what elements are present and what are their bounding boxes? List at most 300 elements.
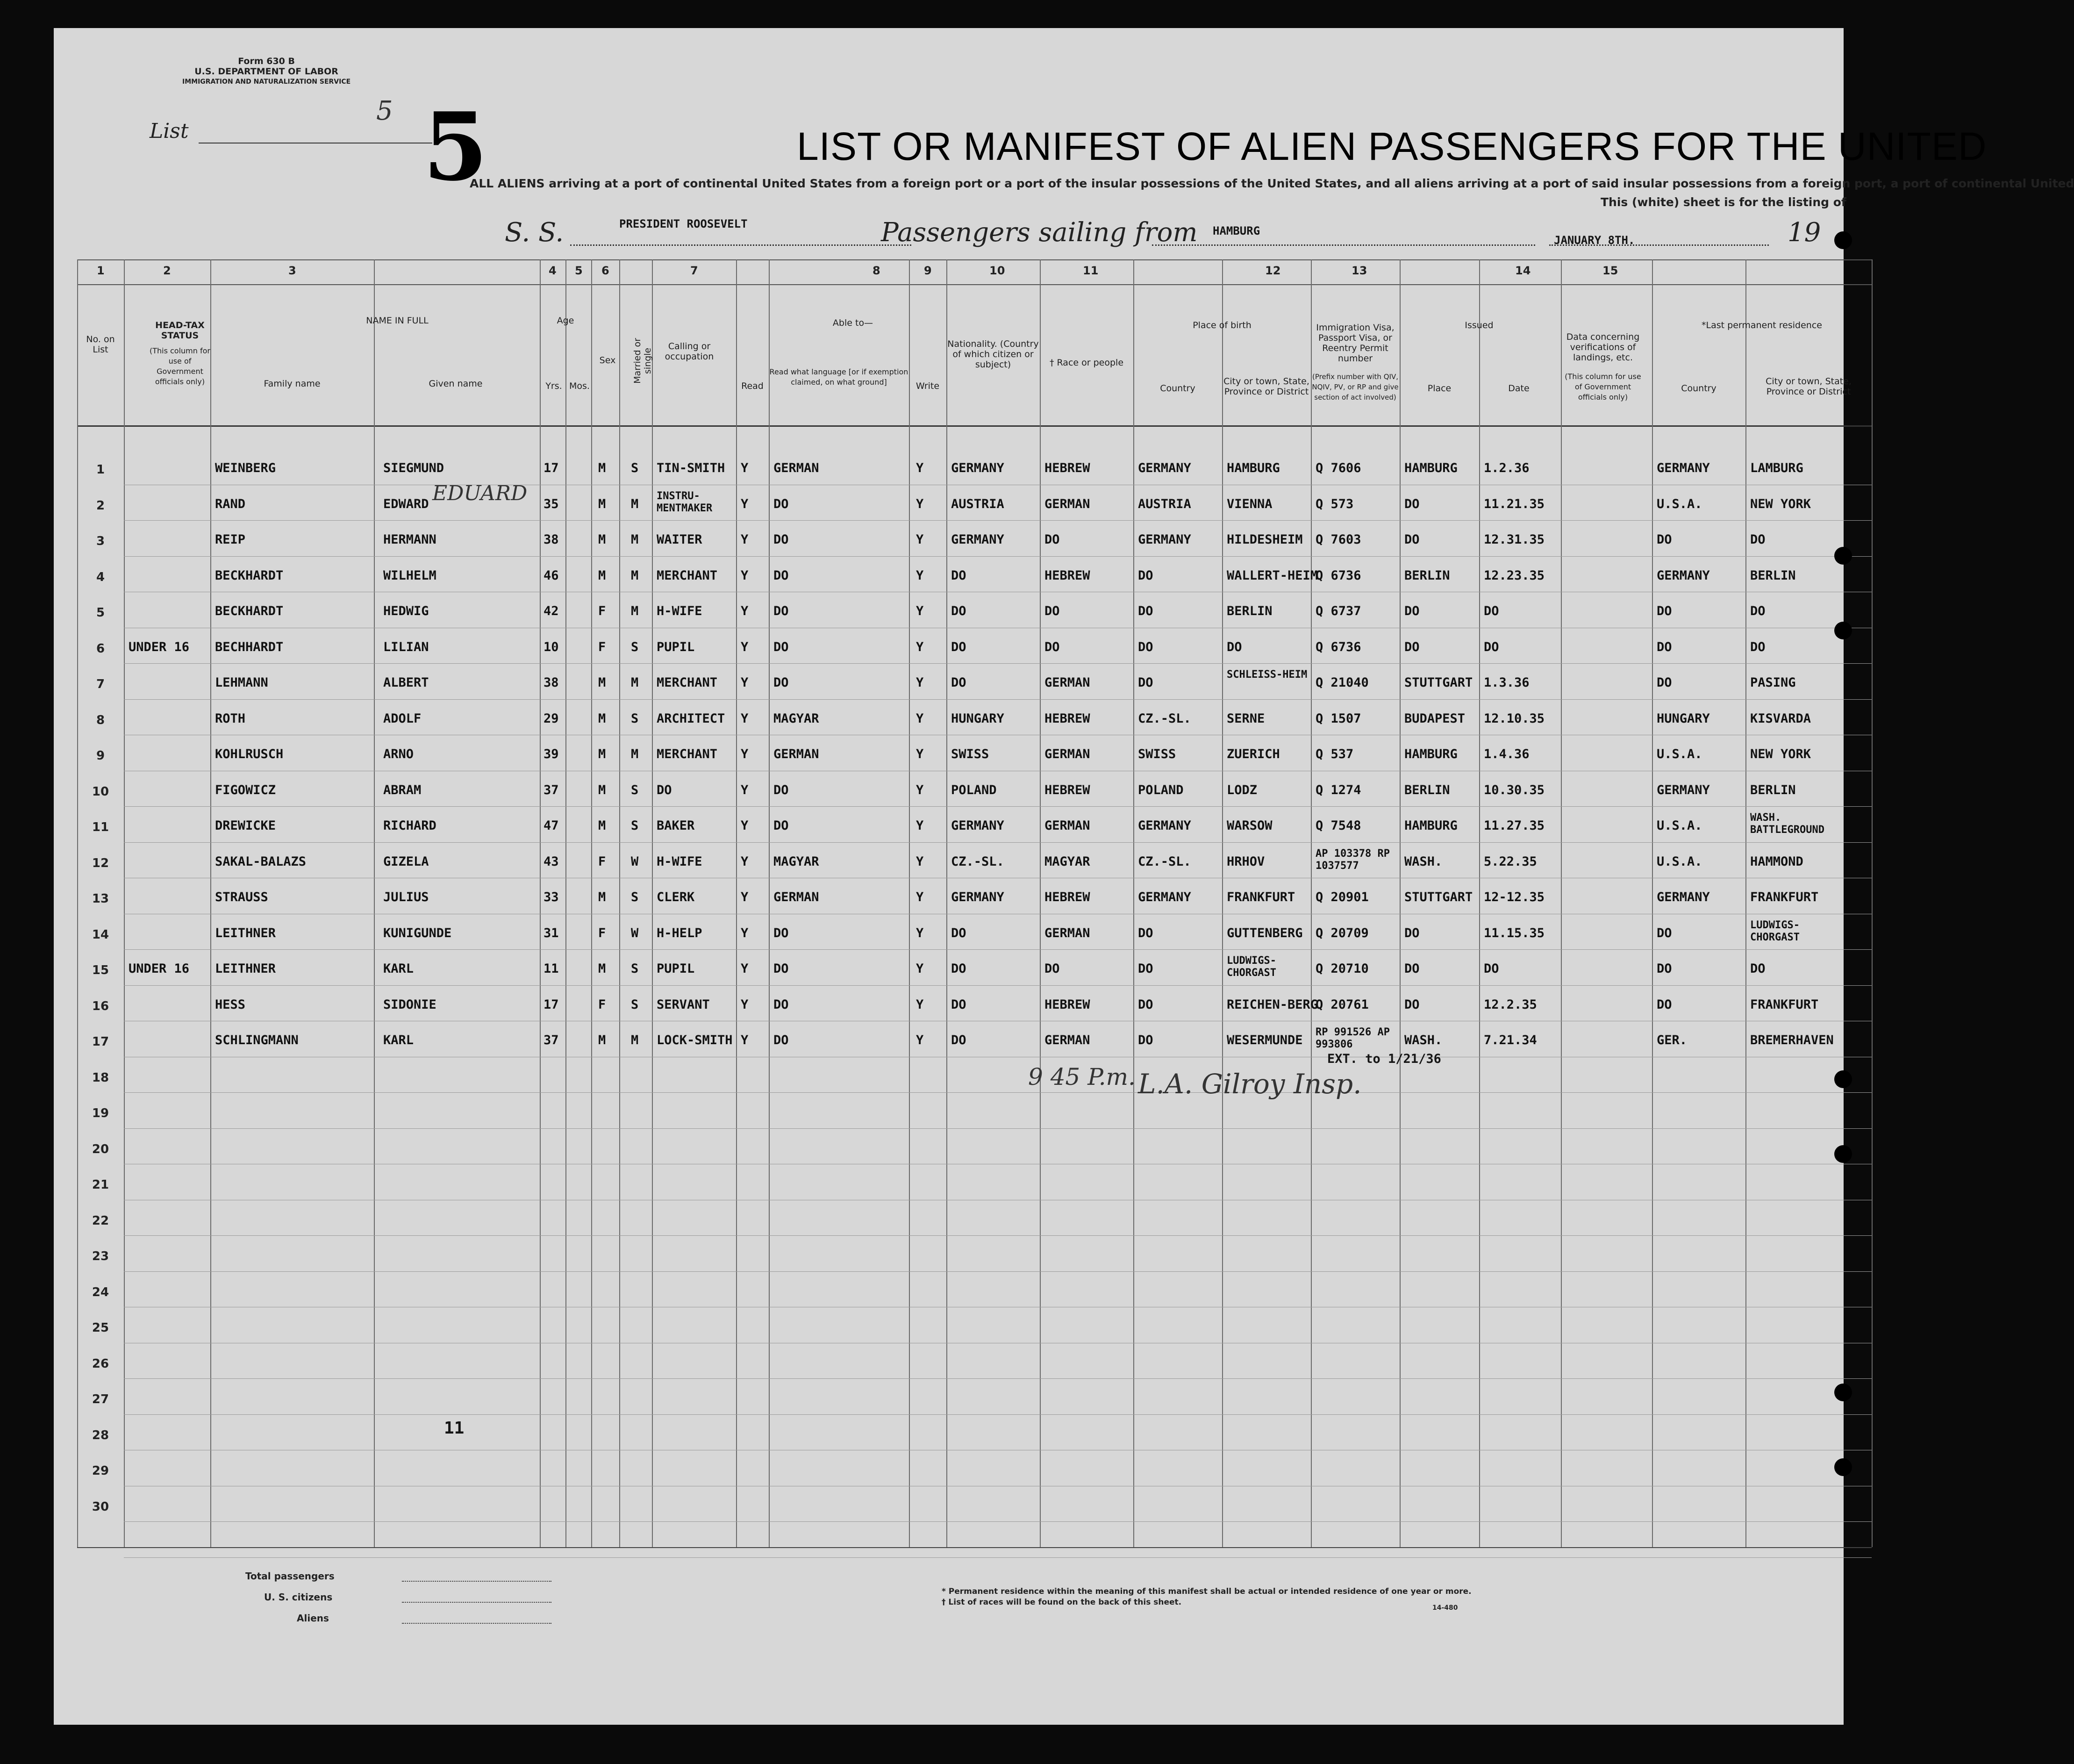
birth-country: CZ.-SL. <box>1138 711 1191 726</box>
read-language: DO <box>773 532 789 547</box>
sex: M <box>598 890 606 904</box>
race: DO <box>1044 532 1060 547</box>
age: 46 <box>544 568 559 583</box>
issued-date: 12.23.35 <box>1484 568 1545 583</box>
residence-country: DO <box>1657 639 1672 654</box>
given-name: ARNO <box>383 747 414 761</box>
list-number: 5 <box>423 92 488 202</box>
nationality: POLAND <box>951 782 997 797</box>
occupation: PUPIL <box>657 639 695 654</box>
issued-date: 5.22.35 <box>1484 854 1537 869</box>
nationality: AUSTRIA <box>951 496 1004 511</box>
birth-country: CZ.-SL. <box>1138 854 1191 869</box>
sex: M <box>598 711 606 726</box>
marital-status: S <box>631 890 639 904</box>
nationality: DO <box>951 639 966 654</box>
list-handwritten-number: 5 <box>376 96 393 126</box>
marital-status: M <box>631 532 639 547</box>
nationality: GERMANY <box>951 818 1004 833</box>
birth-city: DO <box>1227 639 1242 654</box>
header-last-residence: *Last permanent residence <box>1702 320 1822 330</box>
row-number: 20 <box>92 1142 109 1156</box>
age: 11 <box>544 961 559 976</box>
sex: M <box>598 818 606 833</box>
row-line <box>124 1128 1872 1129</box>
residence-country: DO <box>1657 675 1672 690</box>
family-name: RAND <box>215 496 246 511</box>
family-name: STRAUSS <box>215 890 268 904</box>
birth-city: HRHOV <box>1227 854 1265 869</box>
given-name: WILHELM <box>383 568 436 583</box>
visa-number: RP 991526 AP 993806 <box>1316 1026 1390 1050</box>
given-name: KARL <box>383 961 414 976</box>
column-line <box>909 259 910 1547</box>
row-line <box>124 663 1872 664</box>
issued-place: DO <box>1404 532 1420 547</box>
issued-date: DO <box>1484 639 1499 654</box>
nationality: CZ.-SL. <box>951 854 1004 869</box>
year-prefix: 19 <box>1788 217 1821 248</box>
column-number: 14 <box>1515 264 1531 277</box>
can-read: Y <box>741 532 749 547</box>
marital-status: S <box>631 818 639 833</box>
residence-city: PASING <box>1750 675 1796 690</box>
age: 38 <box>544 675 559 690</box>
header-issued: Issued <box>1465 320 1494 330</box>
marital-status: M <box>631 568 639 583</box>
manifest-subtitle: ALL ALIENS arriving at a port of continental United States from a foreign port or a port of the insular possessions of the United States, and all aliens arriving at a port of said insular possessions from a foreign port, a port of continental United <box>470 177 2074 190</box>
can-read: Y <box>741 604 749 618</box>
header-head-tax-note: (This column for use of Government officials only) <box>149 346 210 386</box>
birth-city: LUDWIGS-CHORGAST <box>1227 955 1276 979</box>
visa-number: Q 7548 <box>1316 818 1361 833</box>
issued-date: DO <box>1484 961 1499 976</box>
race: GERMAN <box>1044 1033 1090 1047</box>
marital-status: M <box>631 496 639 511</box>
header-visa: Immigration Visa, Passport Visa, or Reentry Permit number <box>1316 323 1395 364</box>
column-line <box>1745 259 1746 1547</box>
column-line <box>1479 259 1480 1547</box>
read-language: DO <box>773 568 789 583</box>
visa-number: Q 20709 <box>1316 925 1369 940</box>
issued-date: 12.10.35 <box>1484 711 1545 726</box>
column-number: 7 <box>690 264 698 277</box>
column-line <box>1400 259 1401 1547</box>
column-line <box>1652 259 1653 1547</box>
family-name: ROTH <box>215 711 246 726</box>
age: 17 <box>544 461 559 475</box>
race: HEBREW <box>1044 568 1090 583</box>
header-nationality: Nationality. (Country of which citizen or subject) <box>947 339 1039 370</box>
visa-number: Q 1274 <box>1316 782 1361 797</box>
age: 37 <box>544 1033 559 1047</box>
row-number: 29 <box>92 1464 109 1478</box>
read-language: DO <box>773 961 789 976</box>
can-write: Y <box>916 496 924 511</box>
read-language: DO <box>773 997 789 1012</box>
handwritten-signature: L.A. Gilroy Insp. <box>1138 1068 1362 1100</box>
header-race: † Race or people <box>1049 358 1124 368</box>
port-line <box>1152 217 1535 246</box>
birth-country: SWISS <box>1138 747 1176 761</box>
given-name: ALBERT <box>383 675 429 690</box>
column-line <box>540 259 541 1547</box>
row-line <box>124 1557 1872 1558</box>
given-name: SIDONIE <box>383 997 436 1012</box>
residence-country: DO <box>1657 961 1672 976</box>
race: GERMAN <box>1044 925 1090 940</box>
visa-number: Q 573 <box>1316 496 1354 511</box>
occupation: DO <box>657 782 672 797</box>
row-number: 21 <box>92 1178 109 1192</box>
row-line <box>124 556 1872 557</box>
header-res-country: Country <box>1681 383 1716 394</box>
issued-date: 11.15.35 <box>1484 925 1545 940</box>
row-line <box>124 949 1872 950</box>
issued-place: HAMBURG <box>1404 461 1458 475</box>
residence-city: NEW YORK <box>1750 747 1811 761</box>
column-line <box>736 259 737 1547</box>
sex: M <box>598 1033 606 1047</box>
header-mos: Mos. <box>569 381 590 391</box>
marital-status: M <box>631 604 639 618</box>
can-write: Y <box>916 890 924 904</box>
column-line <box>769 259 770 1547</box>
can-write: Y <box>916 604 924 618</box>
can-write: Y <box>916 818 924 833</box>
visa-number: Q 6737 <box>1316 604 1361 618</box>
nationality: DO <box>951 604 966 618</box>
row-number: 17 <box>92 1035 109 1049</box>
column-line <box>1222 259 1223 1547</box>
family-name: FIGOWICZ <box>215 782 276 797</box>
can-read: Y <box>741 461 749 475</box>
ship-label: S. S. <box>505 217 564 248</box>
issued-place: DO <box>1404 639 1420 654</box>
sex: M <box>598 961 606 976</box>
row-line <box>124 520 1872 521</box>
row-number: 8 <box>96 713 105 727</box>
race: HEBREW <box>1044 782 1090 797</box>
column-number: 6 <box>601 264 609 277</box>
marital-status: S <box>631 782 639 797</box>
row-number: 5 <box>96 606 105 620</box>
row-line <box>124 1235 1872 1236</box>
column-line <box>1040 259 1041 1547</box>
row-number: 22 <box>92 1213 109 1228</box>
issued-date: 7.21.34 <box>1484 1033 1537 1047</box>
column-line <box>374 259 375 1547</box>
nationality: DO <box>951 925 966 940</box>
given-name: ADOLF <box>383 711 422 726</box>
occupation: TIN-SMITH <box>657 461 725 475</box>
visa-number: Q 6736 <box>1316 568 1361 583</box>
row-number: 1 <box>96 463 105 477</box>
column-number: 3 <box>288 264 296 277</box>
age: 37 <box>544 782 559 797</box>
residence-country: U.S.A. <box>1657 854 1702 869</box>
read-language: GERMAN <box>773 461 819 475</box>
column-number: 8 <box>873 264 880 277</box>
column-line <box>1133 259 1134 1547</box>
birth-city: VIENNA <box>1227 496 1273 511</box>
race: MAGYAR <box>1044 854 1090 869</box>
binder-hole <box>1834 1145 1852 1163</box>
issued-date: 1.2.36 <box>1484 461 1530 475</box>
birth-city: SERNE <box>1227 711 1265 726</box>
residence-city: BREMERHAVEN <box>1750 1033 1834 1047</box>
column-line <box>210 259 211 1547</box>
header-verif: Data concerning verifications of landings, etc. <box>1566 332 1640 363</box>
can-write: Y <box>916 711 924 726</box>
total-count: 11 <box>444 1419 465 1438</box>
birth-country: DO <box>1138 639 1153 654</box>
race: GERMAN <box>1044 496 1090 511</box>
age: 17 <box>544 997 559 1012</box>
residence-city: BERLIN <box>1750 782 1796 797</box>
age: 33 <box>544 890 559 904</box>
sailing-date: JANUARY 8TH. <box>1554 234 1635 247</box>
given-name: JULIUS <box>383 890 429 904</box>
header-read-language: Read what language [or if exemption claimed, on what ground] <box>769 367 908 387</box>
sex: M <box>598 496 606 511</box>
binder-hole <box>1834 622 1852 639</box>
department: U.S. DEPARTMENT OF LABOR <box>194 66 338 77</box>
can-read: Y <box>741 675 749 690</box>
can-read: Y <box>741 890 749 904</box>
read-language: DO <box>773 925 789 940</box>
can-write: Y <box>916 461 924 475</box>
sex: F <box>598 925 606 940</box>
nationality: GERMANY <box>951 532 1004 547</box>
issued-place: STUTTGART <box>1404 890 1473 904</box>
issued-date: 12-12.35 <box>1484 890 1545 904</box>
row-number: 30 <box>92 1499 109 1514</box>
birth-city: LODZ <box>1227 782 1258 797</box>
visa-number: Q 6736 <box>1316 639 1361 654</box>
birth-city: BERLIN <box>1227 604 1273 618</box>
residence-country: U.S.A. <box>1657 747 1702 761</box>
row-line <box>124 1271 1872 1272</box>
birth-city: WARSOW <box>1227 818 1273 833</box>
binder-hole <box>1834 1458 1852 1476</box>
nationality: SWISS <box>951 747 989 761</box>
head-tax-status: UNDER 16 <box>129 639 190 654</box>
birth-city: HILDESHEIM <box>1227 532 1303 547</box>
birth-country: DO <box>1138 604 1153 618</box>
occupation: MERCHANT <box>657 675 718 690</box>
sex: M <box>598 782 606 797</box>
visa-number: Q 537 <box>1316 747 1354 761</box>
residence-city: DO <box>1750 604 1766 618</box>
header-name-in-full: NAME IN FULL <box>366 316 429 326</box>
family-name: WEINBERG <box>215 461 276 475</box>
column-number: 5 <box>575 264 583 277</box>
issued-place: BERLIN <box>1404 782 1450 797</box>
residence-country: U.S.A. <box>1657 496 1702 511</box>
nationality: HUNGARY <box>951 711 1004 726</box>
header-yrs: Yrs. <box>545 381 562 391</box>
column-number: 9 <box>924 264 932 277</box>
age: 38 <box>544 532 559 547</box>
marital-status: M <box>631 747 639 761</box>
read-language: DO <box>773 639 789 654</box>
can-write: Y <box>916 925 924 940</box>
residence-city: DO <box>1750 639 1766 654</box>
age: 43 <box>544 854 559 869</box>
occupation: H-HELP <box>657 925 702 940</box>
issued-place: DO <box>1404 925 1420 940</box>
header-able-to: Able to— <box>832 318 873 328</box>
nationality: DO <box>951 961 966 976</box>
given-name: SIEGMUND <box>383 461 444 475</box>
issued-date: 12.31.35 <box>1484 532 1545 547</box>
birth-country: DO <box>1138 961 1153 976</box>
race: DO <box>1044 961 1060 976</box>
birth-country: GERMANY <box>1138 818 1191 833</box>
header-city: City or town, State, Province or District <box>1223 376 1309 397</box>
given-name: ABRAM <box>383 782 422 797</box>
header-read: Read <box>741 381 764 391</box>
marital-status: S <box>631 639 639 654</box>
race: HEBREW <box>1044 711 1090 726</box>
row-number: 18 <box>92 1070 109 1085</box>
can-read: Y <box>741 1033 749 1047</box>
header-verif-note: (This column for use of Government officials only) <box>1565 372 1641 402</box>
header-res-city: City or town, State, Province or District <box>1766 376 1852 397</box>
residence-country: GERMANY <box>1657 568 1710 583</box>
occupation: PUPIL <box>657 961 695 976</box>
residence-country: HUNGARY <box>1657 711 1710 726</box>
marital-status: M <box>631 1033 639 1047</box>
row-number: 4 <box>96 570 105 584</box>
residence-country: GER. <box>1657 1033 1688 1047</box>
given-name: KARL <box>383 1033 414 1047</box>
header-married: Married or single <box>632 338 653 384</box>
residence-country: U.S.A. <box>1657 818 1702 833</box>
grid-header-bottom <box>77 425 1872 427</box>
race: DO <box>1044 639 1060 654</box>
age: 42 <box>544 604 559 618</box>
binder-hole <box>1834 1384 1852 1401</box>
visa-number: Q 7603 <box>1316 532 1361 547</box>
family-name: SAKAL-BALAZS <box>215 854 307 869</box>
sex: F <box>598 639 606 654</box>
can-write: Y <box>916 1033 924 1047</box>
visa-number: AP 103378 RP 1037577 <box>1316 847 1390 872</box>
list-label: List <box>150 119 189 143</box>
residence-city: FRANKFURT <box>1750 890 1819 904</box>
can-read: Y <box>741 782 749 797</box>
row-line <box>124 985 1872 986</box>
nationality: GERMANY <box>951 890 1004 904</box>
can-write: Y <box>916 639 924 654</box>
row-number: 11 <box>92 820 109 834</box>
nationality: DO <box>951 1033 966 1047</box>
row-number: 13 <box>92 892 109 906</box>
residence-country: DO <box>1657 604 1672 618</box>
race: GERMAN <box>1044 818 1090 833</box>
ship-name: PRESIDENT ROOSEVELT <box>619 217 748 230</box>
column-line <box>652 259 653 1547</box>
footer-aliens: Aliens <box>297 1613 329 1624</box>
row-number: 14 <box>92 927 109 942</box>
binder-hole <box>1834 547 1852 565</box>
can-read: Y <box>741 747 749 761</box>
header-calling: Calling or occupation <box>665 341 714 362</box>
can-write: Y <box>916 961 924 976</box>
form-code: 14-480 <box>1432 1604 1458 1612</box>
can-write: Y <box>916 782 924 797</box>
row-number: 24 <box>92 1285 109 1299</box>
marital-status: W <box>631 925 639 940</box>
can-write: Y <box>916 568 924 583</box>
birth-country: GERMANY <box>1138 461 1191 475</box>
race: HEBREW <box>1044 890 1090 904</box>
issued-place: DO <box>1404 604 1420 618</box>
residence-city: FRANKFURT <box>1750 997 1819 1012</box>
read-language: DO <box>773 1033 789 1047</box>
header-given-name: Given name <box>429 379 483 389</box>
sex: F <box>598 854 606 869</box>
age: 10 <box>544 639 559 654</box>
residence-country: DO <box>1657 532 1672 547</box>
row-line <box>124 1378 1872 1379</box>
issued-date: DO <box>1484 604 1499 618</box>
row-number: 3 <box>96 534 105 548</box>
given-name: KUNIGUNDE <box>383 925 452 940</box>
sex: M <box>598 532 606 547</box>
column-number: 15 <box>1602 264 1618 277</box>
column-line <box>124 259 125 1547</box>
row-number: 26 <box>92 1356 109 1371</box>
birth-city: HAMBURG <box>1227 461 1280 475</box>
column-number: 13 <box>1352 264 1367 277</box>
can-read: Y <box>741 997 749 1012</box>
issued-place: WASH. <box>1404 1033 1443 1047</box>
birth-city: REICHEN-BERG <box>1227 997 1318 1012</box>
residence-city: WASH. BATTLEGROUND <box>1750 812 1824 836</box>
read-language: MAGYAR <box>773 854 819 869</box>
column-line <box>1561 259 1562 1547</box>
nationality: DO <box>951 675 966 690</box>
column-number: 12 <box>1265 264 1281 277</box>
occupation: CLERK <box>657 890 695 904</box>
occupation: INSTRU-MENTMAKER <box>657 490 713 514</box>
grid-numbers-bottom <box>77 284 1872 285</box>
row-line <box>124 699 1872 700</box>
issued-place: STUTTGART <box>1404 675 1473 690</box>
read-language: DO <box>773 604 789 618</box>
can-write: Y <box>916 675 924 690</box>
residence-country: GERMANY <box>1657 782 1710 797</box>
residence-country: GERMANY <box>1657 890 1710 904</box>
age: 39 <box>544 747 559 761</box>
residence-city: DO <box>1750 961 1766 976</box>
given-name: HEDWIG <box>383 604 429 618</box>
issued-date: 1.3.36 <box>1484 675 1530 690</box>
read-language: GERMAN <box>773 890 819 904</box>
sex: M <box>598 568 606 583</box>
row-number: 12 <box>92 856 109 870</box>
occupation: BAKER <box>657 818 695 833</box>
birth-city: FRANKFURT <box>1227 890 1295 904</box>
given-name: EDWARD <box>383 496 429 511</box>
row-number: 19 <box>92 1106 109 1120</box>
row-number: 15 <box>92 963 109 977</box>
issued-date: 11.21.35 <box>1484 496 1545 511</box>
header-place: Place <box>1427 383 1452 394</box>
